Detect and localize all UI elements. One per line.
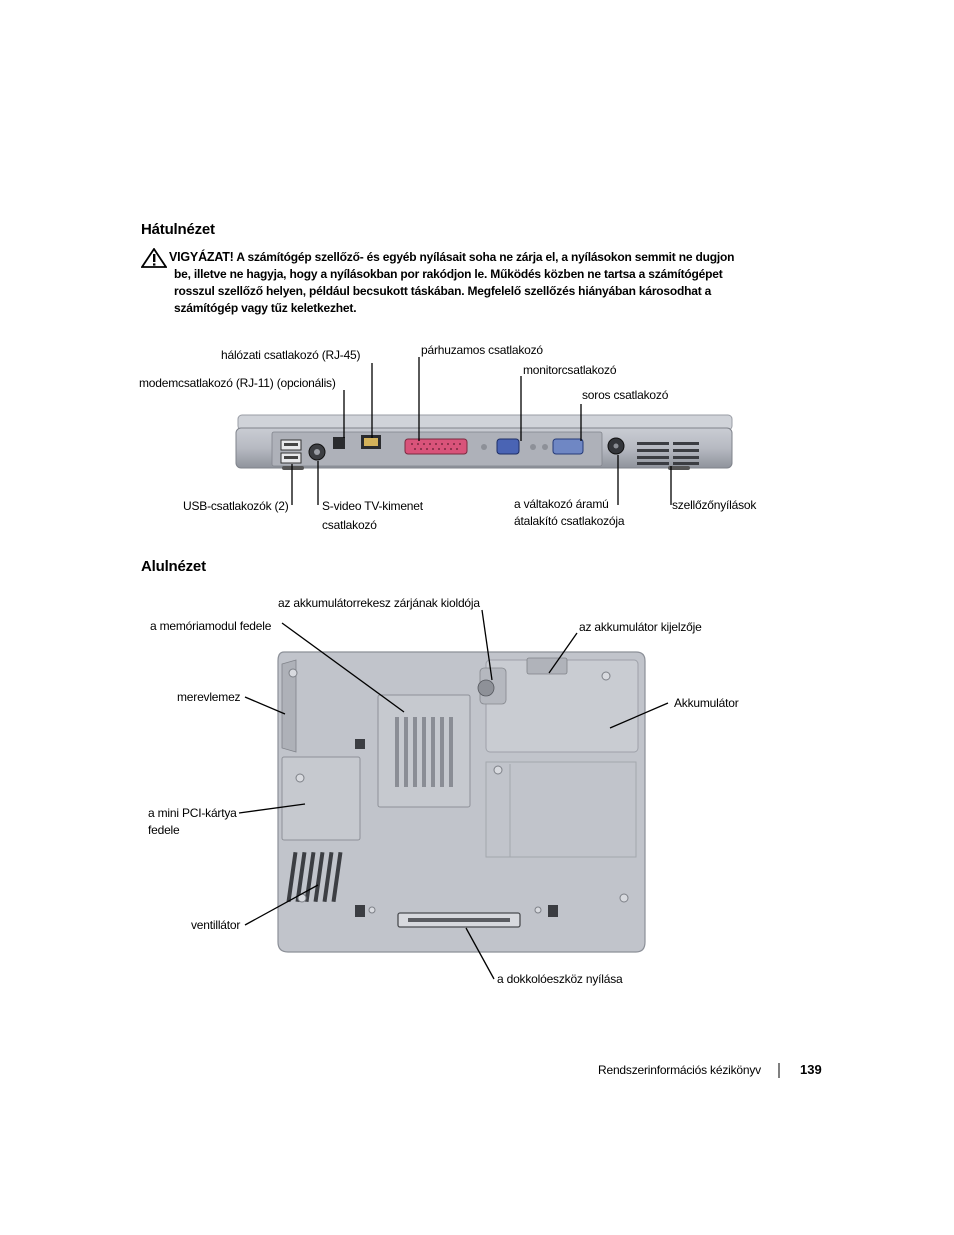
warning-line-4: számítógép vagy tűz keletkezhet. [174, 301, 357, 315]
label-modem-connector: modemcsatlakozó (RJ-11) (opcionális) [139, 376, 336, 390]
label-battery-gauge: az akkumulátor kijelzője [579, 620, 702, 634]
label-network-connector: hálózati csatlakozó (RJ-45) [221, 348, 361, 362]
label-docking-slot: a dokkolóeszköz nyílása [497, 972, 623, 986]
label-monitor-connector: monitorcsatlakozó [523, 363, 617, 377]
page-number: 139 [800, 1062, 822, 1077]
section-heading-bottom: Alulnézet [141, 558, 206, 575]
warning-line-2: be, illetve ne hagyja, hogy a nyílásokban por rakódjon le. Működés közben ne tartsa a számítógépet [174, 267, 723, 281]
warning-label: VIGYÁZAT! [169, 250, 234, 264]
footer-title: Rendszerinformációs kézikönyv [598, 1063, 761, 1077]
warning-line-1: A számítógép szellőző- és egyéb nyílásait soha ne zárja el, a nyílásokon semmit ne dugjon [236, 250, 735, 264]
label-svideo-line1: S-video TV-kimenet [322, 499, 423, 513]
label-minipci-line2: fedele [148, 823, 180, 837]
label-ac-adapter-line1: a váltakozó áramú [514, 497, 609, 511]
warning-line-3: rosszul szellőző helyen, például becsukott táskában. Megfelelő szellőzés hiányában károsodhat a [174, 284, 712, 298]
label-minipci-line1: a mini PCI-kártya [148, 806, 237, 820]
label-hard-drive: merevlemez [177, 690, 241, 704]
label-serial-connector: soros csatlakozó [582, 388, 669, 402]
section-heading-rear: Hátulnézet [141, 221, 215, 238]
label-fan: ventillátor [191, 918, 241, 932]
label-battery-latch: az akkumulátorrekesz zárjának kioldója [278, 596, 480, 610]
label-memory-cover: a memóriamodul fedele [150, 619, 272, 633]
label-battery: Akkumulátor [674, 696, 739, 710]
label-usb-connectors: USB-csatlakozók (2) [183, 499, 289, 513]
label-parallel-connector: párhuzamos csatlakozó [421, 343, 543, 357]
label-svideo-line2: csatlakozó [322, 518, 377, 532]
label-ac-adapter-line2: átalakító csatlakozója [514, 514, 625, 528]
label-air-vents: szellőzőnyílások [672, 498, 757, 512]
